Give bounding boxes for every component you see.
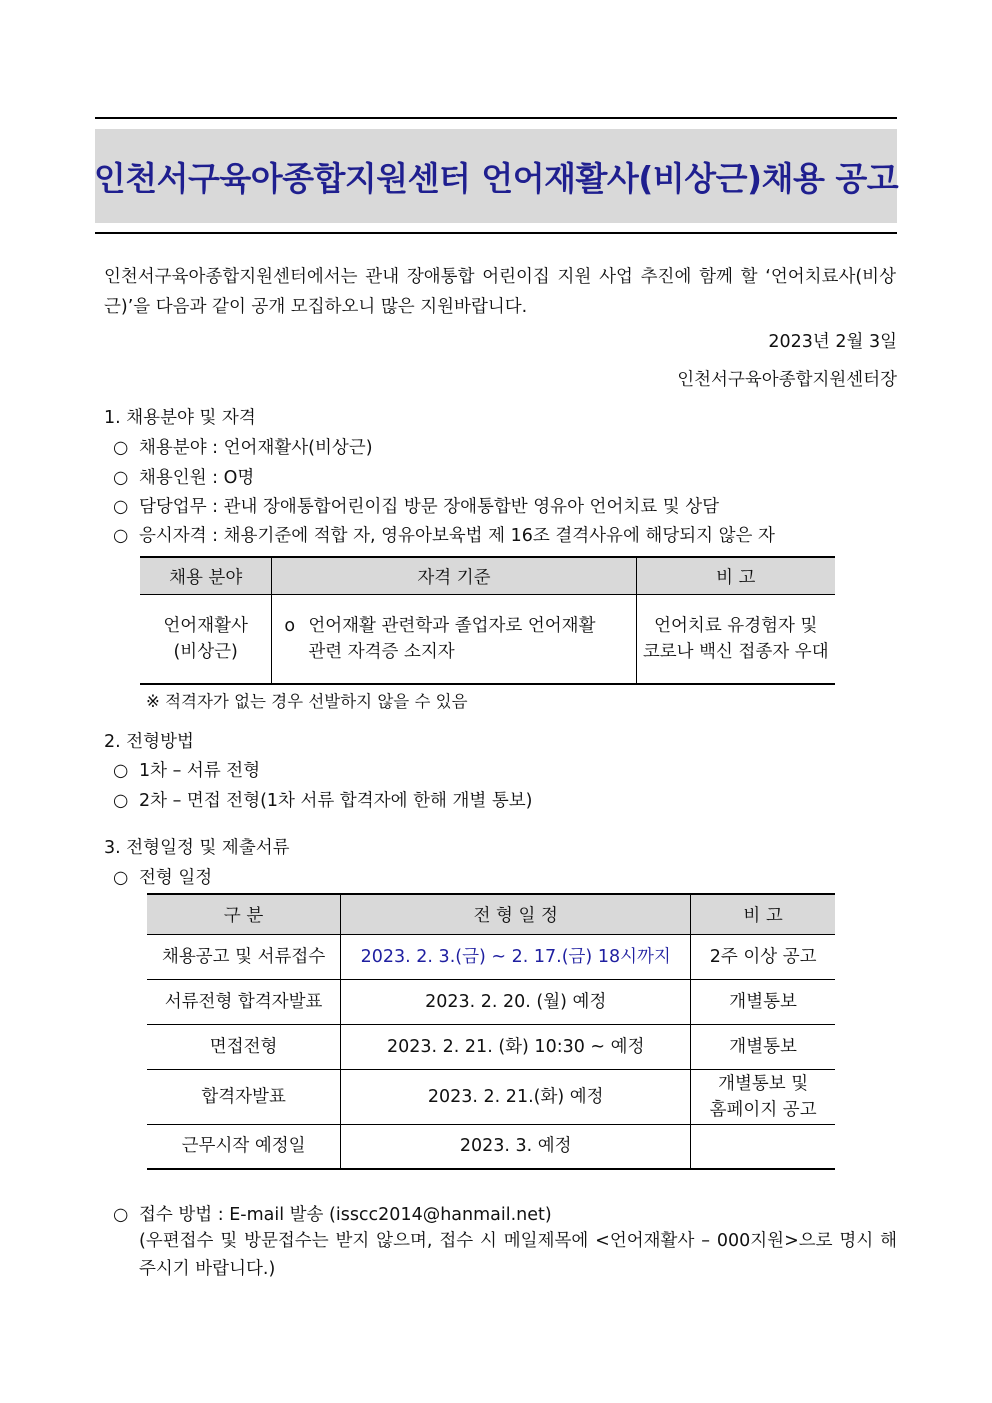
bullet-circle: ○ bbox=[113, 761, 129, 781]
cell-note: 2주 이상 공고 bbox=[691, 935, 835, 980]
field-line2: (비상근) bbox=[173, 642, 238, 662]
cell-schedule: 2023. 2. 20. (월) 예정 bbox=[341, 980, 691, 1025]
header-stage: 구 분 bbox=[147, 894, 341, 935]
cell-note: 개별통보 bbox=[691, 1025, 835, 1070]
submission-method bbox=[113, 1201, 552, 1226]
section1-item-count bbox=[113, 464, 254, 489]
section1-item-field bbox=[113, 434, 373, 459]
cell-schedule: 2023. 2. 3.(금) ~ 2. 17.(금) 18시까지 bbox=[341, 935, 691, 980]
announcement-date: 2023년 2월 3일 bbox=[768, 332, 897, 352]
title-top-rule bbox=[95, 117, 897, 119]
item-text: 채용분야 : 언어재활사(비상근) bbox=[139, 438, 373, 458]
section1-item-qualification bbox=[113, 522, 775, 547]
page-title: 인천서구육아종합지원센터 언어재활사(비상근)채용 공고 bbox=[93, 158, 899, 198]
item-text: 2차 – 면접 전형(1차 서류 합격자에 한해 개별 통보) bbox=[139, 791, 533, 811]
signer: 인천서구육아종합지원센터장 bbox=[677, 370, 897, 390]
submission-note: (우편접수 및 방문접수는 받지 않으며, 접수 시 메일제목에 <언어재활사 – 000지원>으로 명시 해 주시기 바랍니다.) bbox=[139, 1231, 897, 1279]
cell-stage: 합격자발표 bbox=[147, 1070, 341, 1125]
cell-criteria bbox=[272, 595, 636, 685]
section2-item-second bbox=[113, 787, 532, 812]
note-line2: 홈페이지 공고 bbox=[709, 1100, 817, 1120]
table-row bbox=[147, 1125, 835, 1169]
cell-schedule: 2023. 2. 21.(화) 예정 bbox=[341, 1070, 691, 1125]
criteria-mark: o bbox=[284, 616, 296, 636]
header-criteria: 자격 기준 bbox=[272, 557, 636, 595]
item-text: 전형 일정 bbox=[139, 868, 213, 888]
field-line1: 언어재활사 bbox=[163, 616, 248, 636]
section3-sub-heading bbox=[113, 864, 212, 889]
section1-item-duty bbox=[113, 493, 719, 518]
item-text: 응시자격 : 채용기준에 적합 자, 영유아보육법 제 16조 결격사유에 해당되지 않은 자 bbox=[139, 526, 775, 546]
item-text: 1차 – 서류 전형 bbox=[139, 761, 261, 781]
cell-stage: 면접전형 bbox=[147, 1025, 341, 1070]
criteria-line1: 언어재활 관련학과 졸업자로 언어재활 bbox=[308, 616, 596, 636]
footnote: ※ 적격자가 없는 경우 선발하지 않을 수 있음 bbox=[146, 692, 468, 711]
section1-heading: 1. 채용분야 및 자격 bbox=[104, 408, 256, 428]
section3-heading: 3. 전형일정 및 제출서류 bbox=[104, 838, 290, 858]
bullet-circle: ○ bbox=[113, 526, 129, 546]
bullet-circle: ○ bbox=[113, 468, 129, 488]
intro-paragraph: 인천서구육아종합지원센터에서는 관내 장애통합 어린이집 지원 사업 추진에 함께 할 ‘언어치료사(비상근)’을 다음과 같이 공개 모집하오니 많은 지원바랍니다. bbox=[104, 267, 896, 317]
title-banner bbox=[95, 129, 897, 223]
item-text: 담당업무 : 관내 장애통합어린이집 방문 장애통합반 영유아 언어치료 및 상담 bbox=[139, 497, 720, 517]
cell-note bbox=[636, 595, 835, 685]
note-line1: 언어치료 유경험자 및 bbox=[654, 616, 818, 636]
cell-stage: 채용공고 및 서류접수 bbox=[147, 935, 341, 980]
bullet-circle: ○ bbox=[113, 791, 129, 811]
qualification-table bbox=[140, 556, 835, 685]
table-header-row bbox=[147, 894, 835, 935]
cell-field bbox=[140, 595, 272, 685]
note-line2: 코로나 백신 접종자 우대 bbox=[642, 642, 829, 662]
header-field: 채용 분야 bbox=[140, 557, 272, 595]
cell-schedule: 2023. 3. 예정 bbox=[341, 1125, 691, 1169]
title-bottom-rule bbox=[95, 232, 897, 234]
schedule-table bbox=[147, 893, 835, 1170]
note-line1: 개별통보 및 bbox=[718, 1074, 809, 1094]
header-note: 비 고 bbox=[691, 894, 835, 935]
bullet-circle: ○ bbox=[113, 1205, 129, 1225]
method-text: 접수 방법 : E-mail 발송 (isscc2014@hanmail.net) bbox=[139, 1205, 552, 1225]
table-row bbox=[147, 980, 835, 1025]
cell-note bbox=[691, 1125, 835, 1169]
header-note: 비 고 bbox=[636, 557, 835, 595]
table-row bbox=[147, 1025, 835, 1070]
table-row bbox=[147, 1070, 835, 1125]
cell-stage: 서류전형 합격자발표 bbox=[147, 980, 341, 1025]
criteria-line2: 관련 자격증 소지자 bbox=[308, 642, 455, 662]
cell-stage: 근무시작 예정일 bbox=[147, 1125, 341, 1169]
cell-note: 개별통보 bbox=[691, 980, 835, 1025]
cell-schedule: 2023. 2. 21. (화) 10:30 ~ 예정 bbox=[341, 1025, 691, 1070]
bullet-circle: ○ bbox=[113, 497, 129, 517]
bullet-circle: ○ bbox=[113, 868, 129, 888]
cell-note bbox=[691, 1070, 835, 1125]
bullet-circle: ○ bbox=[113, 438, 129, 458]
table-row bbox=[147, 935, 835, 980]
section2-item-first bbox=[113, 757, 260, 782]
section2-heading: 2. 전형방법 bbox=[104, 732, 194, 752]
item-text: 채용인원 : O명 bbox=[139, 468, 255, 488]
table-header-row bbox=[140, 557, 835, 595]
table-row bbox=[140, 595, 835, 685]
header-schedule: 전 형 일 정 bbox=[341, 894, 691, 935]
